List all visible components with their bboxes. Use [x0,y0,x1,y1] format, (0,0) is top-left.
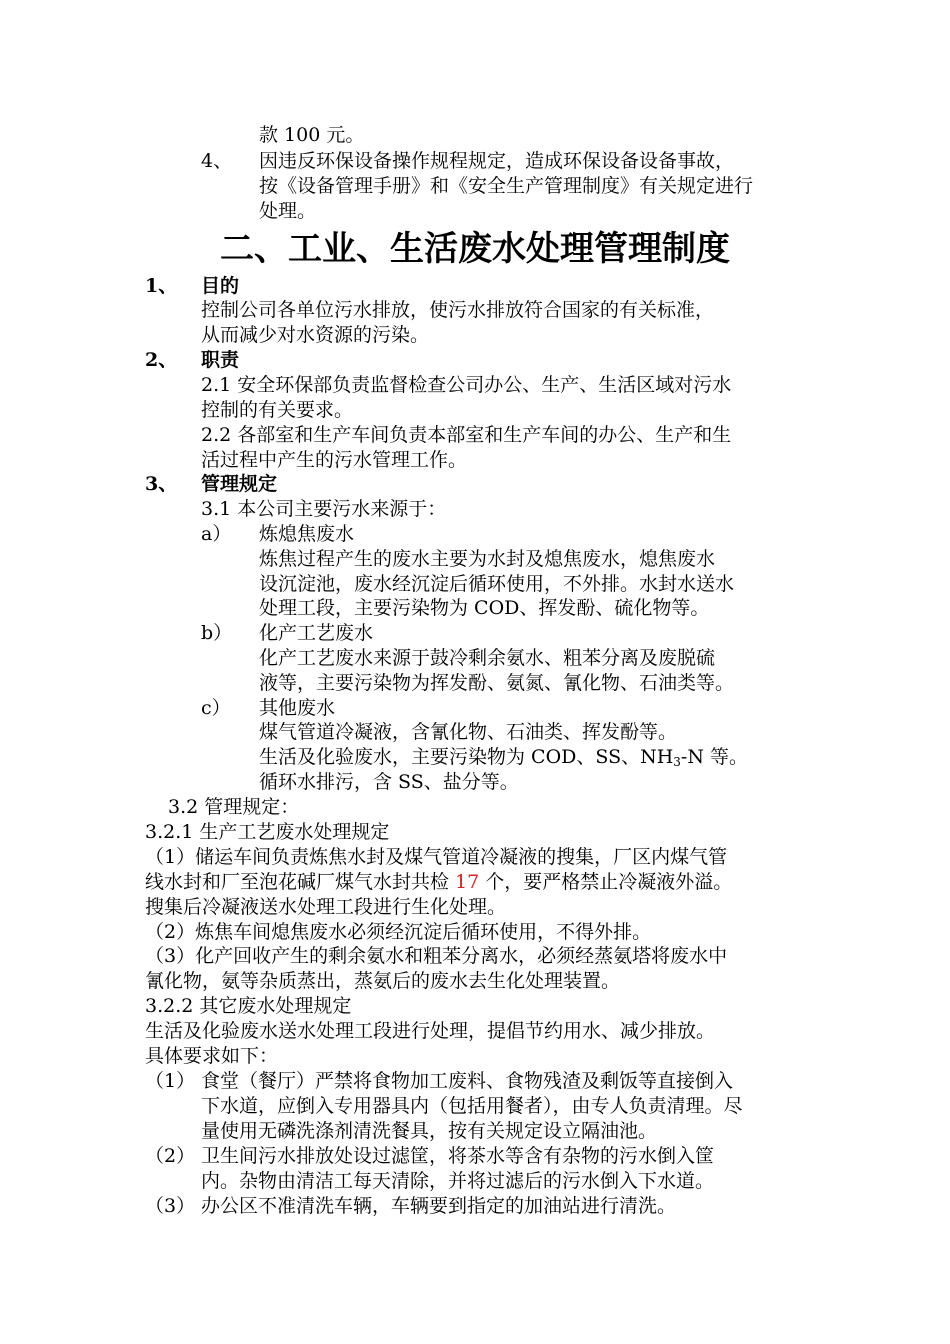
s2-title: 职责 [201,349,240,371]
s2-line-3: 2.2 各部室和生产车间负责本部室和生产车间的办公、生产和生 [201,424,732,446]
s1-line-2: 从而减少对水资源的污染。 [201,324,430,346]
q1-marker: （1） [145,1070,196,1092]
q1-line-3: 量使用无磷洗涤剂清洗餐具，按有关规定设立隔油池。 [201,1120,658,1142]
s32-heading: 3.2 管理规定： [168,796,300,818]
s1-title: 目的 [201,275,240,297]
s1-line-1: 控制公司各单位污水排放，使污水排放符合国家的有关标准， [201,299,715,321]
s2-number: 2、 [145,349,178,371]
s3-title: 管理规定 [201,473,278,495]
q0-line-2: 具体要求如下： [145,1045,279,1067]
q3-line-1: 办公区不准清洗车辆，车辆要到指定的加油站进行清洗。 [201,1195,677,1217]
s3-number: 3、 [145,473,178,495]
prev-line-2: 因违反环保设备操作规程规定，造成环保设备设备事故， [259,150,735,172]
item-a-marker: a） [201,523,232,545]
item-c-marker: c） [201,697,231,719]
q2-line-1: 卫生间污水排放处设过滤筐，将茶水等含有杂物的污水倒入筐 [201,1145,715,1167]
s3-intro: 3.1 本公司主要污水来源于： [201,498,447,520]
prev-item-number: 4、 [201,150,233,172]
item-a-line-2: 设沉淀池，废水经沉淀后循环使用，不外排。水封水送水 [259,573,735,595]
item-c-title: 其他废水 [259,697,336,719]
highlight-number: 17 [455,871,480,893]
s2-line-4: 活过程中产生的污水管理工作。 [201,449,468,471]
s1-number: 1、 [145,275,178,297]
item-c-line-3: 循环水排污，含 SS、盐分等。 [259,771,519,793]
p1-line-2 [145,870,732,894]
item-a-title: 炼熄焦废水 [259,523,355,545]
p3-line-1: （3）化产回收产生的剩余氨水和粗苯分离水，必须经蒸氨塔将废水中 [145,945,728,967]
q3-marker: （3） [145,1195,196,1217]
item-a-line-3: 处理工段，主要污染物为 COD、挥发酚、硫化物等。 [259,597,710,619]
s2-line-2: 控制的有关要求。 [201,399,354,421]
q2-marker: （2） [145,1145,196,1167]
q0-line-1: 生活及化验废水送水处理工段进行处理，提倡节约用水、减少排放。 [145,1020,716,1042]
p1-line-2-tail: 个，要严格禁止冷凝液外溢。 [479,871,733,893]
p1-line-2-text: 线水封和厂至泡花碱厂煤气水封共检 [145,871,456,893]
s322-heading: 3.2.2 其它废水处理规定 [145,995,352,1017]
item-c-line-2-tail: -N 等。 [680,746,749,768]
q1-line-1: 食堂（餐厅）严禁将食物加工废料、食物残渣及剩饭等直接倒入 [201,1070,734,1092]
section-heading: 二、工业、生活废水处理管理制度 [220,229,730,269]
s321-heading: 3.2.1 生产工艺废水处理规定 [145,821,390,843]
q2-line-2: 内。杂物由清洁工每天清除，并将过滤后的污水倒入下水道。 [201,1170,715,1192]
p2-line: （2）炼焦车间熄焦废水必须经沉淀后循环使用，不得外排。 [145,921,652,943]
nh3-subscript: 3 [673,755,681,769]
prev-line-4: 处理。 [259,200,317,222]
s2-line-1: 2.1 安全环保部负责监督检查公司办公、生产、生活区域对污水 [201,374,732,396]
prev-line-3: 按《设备管理手册》和《安全生产管理制度》有关规定进行 [259,175,754,197]
item-b-line-2: 液等，主要污染物为挥发酚、氨氮、氰化物、石油类等。 [259,672,735,694]
item-a-line-1: 炼焦过程产生的废水主要为水封及熄焦废水，熄焦废水 [259,548,716,570]
item-b-marker: b） [201,622,233,644]
p3-line-2: 氰化物，氨等杂质蒸出，蒸氨后的废水去生化处理装置。 [145,970,621,992]
item-c-line-1: 煤气管道冷凝液，含氰化物、石油类、挥发酚等。 [259,721,678,743]
p1-line-1: （1）储运车间负责炼焦水封及煤气管道冷凝液的搜集，厂区内煤气管 [145,846,728,868]
q1-line-2: 下水道，应倒入专用器具内（包括用餐者），由专人负责清理。尽 [201,1095,743,1117]
item-b-title: 化产工艺废水 [259,622,374,644]
item-c-line-2-text: 生活及化验废水，主要污染物为 COD、SS、NH [259,746,674,768]
p1-line-3: 搜集后冷凝液送水处理工段进行生化处理。 [145,896,507,918]
item-c-line-2 [259,745,748,769]
prev-line-1: 款 100 元。 [259,124,365,146]
item-b-line-1: 化产工艺废水来源于鼓冷剩余氨水、粗苯分离及废脱硫 [259,647,716,669]
